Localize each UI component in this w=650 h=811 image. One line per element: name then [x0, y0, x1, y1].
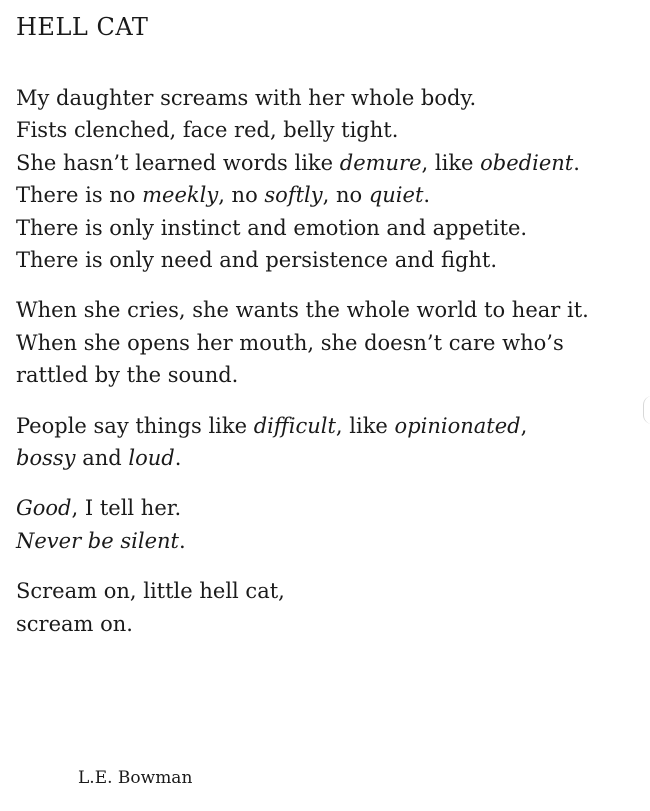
poem-title: HELL CAT	[16, 13, 149, 41]
line-text: .	[178, 528, 186, 553]
line-text: There is only need and persistence and fight.	[16, 248, 498, 273]
page-edge-handle	[643, 396, 650, 424]
line-text: She hasn’t learned words like	[16, 150, 340, 175]
poem-page	[16, 10, 642, 658]
line-text: , no	[322, 183, 369, 208]
poem-line	[16, 442, 642, 474]
stanza	[16, 492, 642, 557]
line-text: My daughter screams with her whole body.	[16, 86, 477, 110]
poem-line	[16, 327, 642, 359]
line-text: , like	[335, 413, 395, 438]
line-text: When she opens her mouth, she doesn’t care who’s	[16, 330, 564, 355]
poem-line	[16, 575, 642, 607]
italic-word: Good	[16, 496, 72, 521]
italic-word: opinionated	[394, 413, 521, 438]
italic-word: difficult	[253, 413, 336, 438]
line-text: People say things like	[16, 413, 254, 438]
italic-word: softly	[264, 183, 323, 208]
line-text: scream on.	[16, 611, 133, 636]
poem-line	[16, 179, 642, 211]
italic-word: meekly	[142, 183, 219, 208]
poem-line	[16, 147, 642, 179]
author-signature: L.E. Bowman	[78, 768, 193, 788]
italic-word: Never be silent	[16, 528, 179, 553]
italic-word: demure	[339, 150, 422, 175]
line-text: ,	[520, 413, 528, 438]
italic-word: quiet	[368, 183, 424, 208]
italic-word: bossy	[16, 446, 76, 471]
line-text: When she cries, she wants the whole world to hear it.	[16, 298, 589, 323]
poem-line	[16, 212, 642, 244]
line-text: .	[423, 183, 431, 208]
line-text: There is no	[16, 183, 143, 208]
poem-line	[16, 410, 642, 442]
italic-word: loud	[128, 446, 175, 471]
line-text: , like	[421, 150, 481, 175]
stanza	[16, 82, 642, 276]
stanza	[16, 575, 642, 640]
line-text: Scream on, little hell cat,	[16, 579, 285, 604]
poem-line	[16, 359, 642, 391]
stanza	[16, 294, 642, 391]
line-text: and	[75, 446, 129, 471]
line-text: .	[174, 446, 182, 471]
poem-line	[16, 114, 642, 146]
line-text: Fists clenched, face red, belly tight.	[16, 118, 399, 143]
poem-line	[16, 525, 642, 557]
line-text: , no	[218, 183, 265, 208]
poem-line	[16, 608, 642, 640]
line-text: .	[573, 150, 580, 175]
poem-line	[16, 294, 642, 326]
line-text: , I tell her.	[71, 496, 182, 521]
poem-line	[16, 492, 642, 524]
stanza	[16, 410, 642, 475]
poem-body	[16, 82, 642, 640]
italic-word: obedient	[480, 150, 574, 175]
line-text: There is only instinct and emotion and appetite.	[16, 215, 528, 240]
poem-line	[16, 244, 642, 276]
poem-line	[16, 82, 642, 114]
line-text: rattled by the sound.	[16, 363, 239, 388]
